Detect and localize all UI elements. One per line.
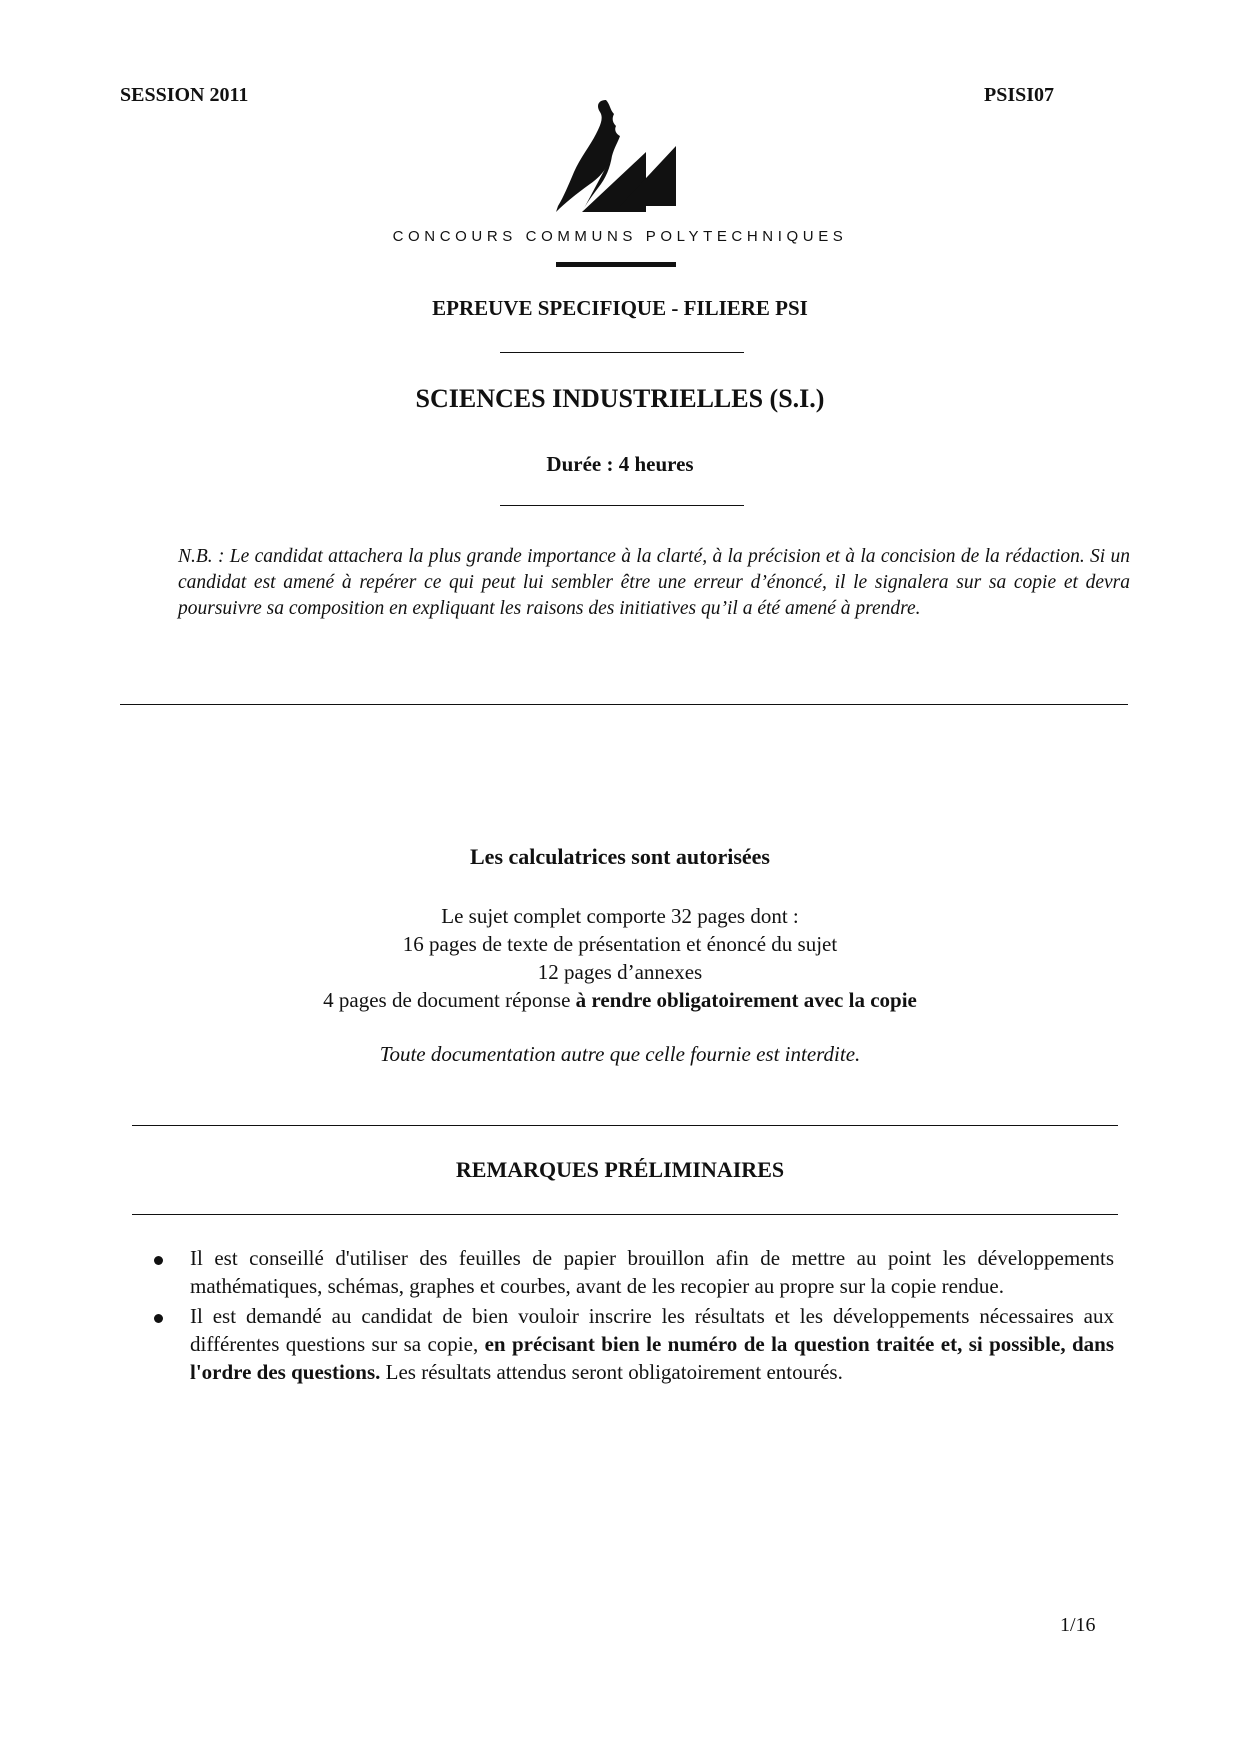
duration: Durée : 4 heures [546,452,694,476]
subject-title: SCIENCES INDUSTRIELLES (S.I.) [415,384,825,413]
composition-line: 12 pages d’annexes [537,960,703,984]
duration-divider [500,505,744,506]
composition-emphasis: à rendre obligatoirement avec la copie [575,988,917,1012]
title-divider [500,352,744,353]
list-item [154,1302,1114,1386]
bullet-icon [154,1244,190,1300]
remark-text [190,1302,1114,1386]
nb-note: N.B. : Le candidat attachera la plus grande importance à la clarté, à la précision et à la concision de la rédaction. Si un candidat est amené à repérer ce qui peut lui sembler être une erreur d’énoncé, il le signalera sur sa copie et devra poursuivre sa composition en expliquant les raisons des initiatives qu’il a été amené à prendre. [178,546,1130,619]
exam-title: EPREUVE SPECIFIQUE - FILIERE PSI [432,296,808,320]
calculators-note: Les calculatrices sont autorisées [470,844,770,869]
logo-caption: CONCOURS COMMUNS POLYTECHNIQUES [392,228,848,245]
session-label: SESSION 2011 [120,84,249,106]
remark-part: Il est demandé au candidat de bien vouloir inscrire les résultats et les développements nécessaires aux différentes questions sur sa copie, [190,1304,1114,1356]
ccp-logo [550,96,690,226]
list-item [154,1244,1114,1300]
bullet-icon [154,1302,190,1386]
composition-text: 4 pages de document réponse [323,988,576,1012]
remark-emphasis: en précisant bien le numéro de la question traitée et, si possible, dans l'ordre des questions. [190,1332,1114,1384]
section-divider [120,704,1128,705]
composition-line: Le sujet complet comporte 32 pages dont : [441,904,799,928]
composition-line: 16 pages de texte de présentation et énoncé du sujet [402,932,838,956]
page-composition [0,902,1240,1014]
remark-text: Il est conseillé d'utiliser des feuilles de papier brouillon afin de mettre au point les développements mathématiques, schémas, graphes et courbes, avant de les recopier au propre sur la copie rendue. [190,1246,1114,1298]
remarks-title: REMARQUES PRÉLIMINAIRES [455,1157,785,1182]
remarks-list [154,1244,1114,1388]
exam-code: PSISI07 [984,84,1055,106]
documentation-note: Toute documentation autre que celle fournie est interdite. [379,1042,861,1066]
remarks-bottom-rule [132,1214,1118,1215]
remark-part: Les résultats attendus seront obligatoirement entourés. [380,1360,843,1384]
logo-underline [556,262,676,267]
page-number: 1/16 [1060,1614,1096,1636]
composition-line [0,986,1240,1014]
remarks-top-rule [132,1125,1118,1126]
